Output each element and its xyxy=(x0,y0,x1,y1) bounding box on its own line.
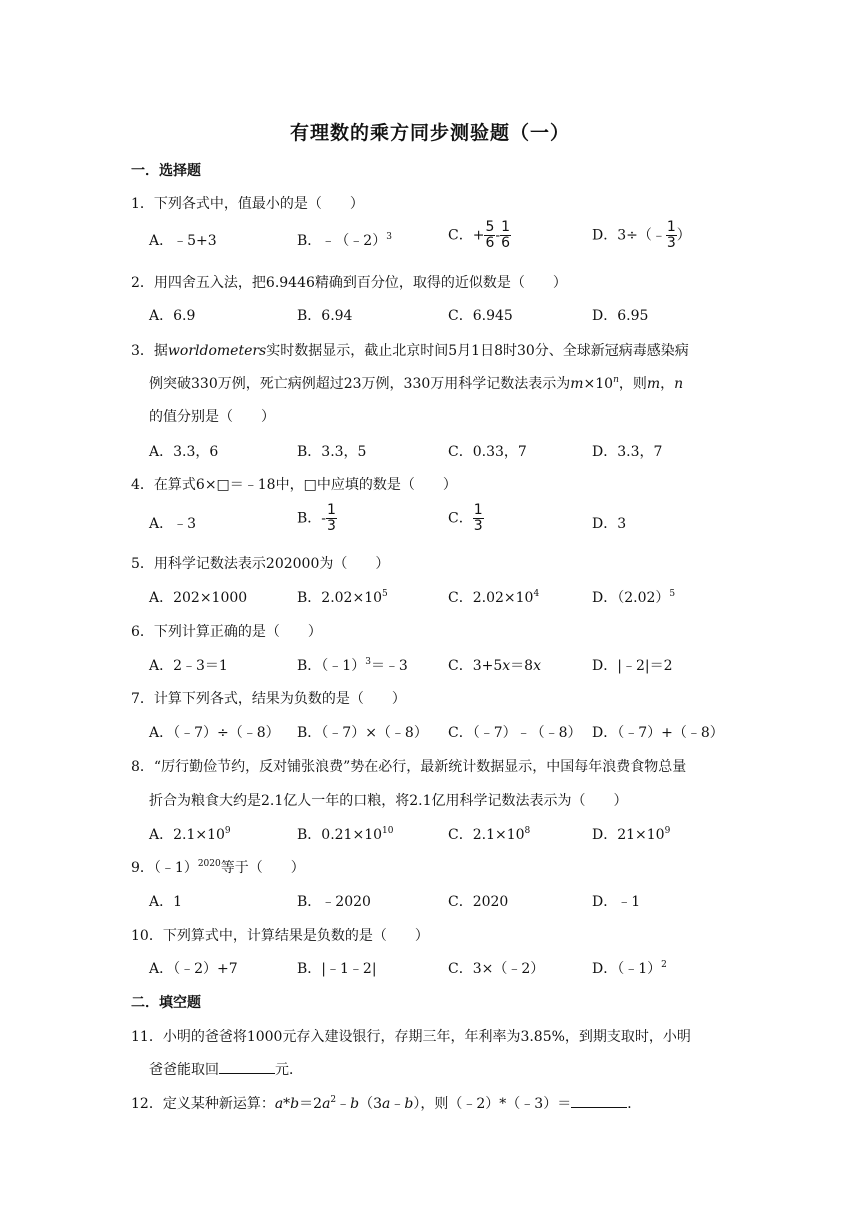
option-c: C．$2.1\times 10^8$ xyxy=(448,826,531,843)
fraction: $\frac{5}{6}$ xyxy=(485,219,495,251)
option-c: C．（﹣7）﹣（﹣8） xyxy=(448,725,582,741)
question-7-stem: 7．计算下列各式，结果为负数的是（ ） xyxy=(131,691,406,707)
option-a: A．2﹣3＝1 xyxy=(149,658,228,674)
section-heading-fill: 二．填空题 xyxy=(131,995,201,1011)
question-4-options xyxy=(149,502,769,535)
option-a: A．﹣3 xyxy=(149,516,197,532)
option-d: D．3÷（﹣ $\frac{1}{3}$ ） xyxy=(592,219,691,251)
option-c: C．3×（﹣2） xyxy=(448,961,545,977)
question-2-stem: 2．用四舍五入法，把6.9446精确到百分位，取得的近似数是（ ） xyxy=(131,275,567,291)
option-b: B．$0.21\times 10^{10}$ xyxy=(297,826,394,843)
option-d: D．﹣1 xyxy=(592,894,641,910)
option-b: B．|﹣1﹣2| xyxy=(297,961,377,977)
option-d: D．6.95 xyxy=(592,308,649,324)
option-b: B．﹣（﹣2）$^3$ xyxy=(297,232,392,249)
option-b: B．﹣2020 xyxy=(297,894,371,910)
question-5-stem: 5．用科学记数法表示202000为（ ） xyxy=(131,556,390,572)
question-6-stem: 6．下列计算正确的是（ ） xyxy=(131,624,322,640)
question-3-options xyxy=(149,441,769,463)
section-heading-choice: 一．选择题 xyxy=(131,163,201,179)
option-d: D．$21\times 10^9$ xyxy=(592,826,671,843)
option-d: D．3.3，7 xyxy=(592,444,663,460)
fraction: $\frac{1}{3}$ xyxy=(327,502,336,534)
question-4-stem: 4．在算式6×□＝﹣18中，□中应填的数是（ ） xyxy=(131,477,457,493)
question-6-options xyxy=(149,655,769,677)
question-8-line-2: 折合为粮食大约是2.1亿人一年的口粮，将2.1亿用科学记数法表示为（ ） xyxy=(149,793,628,809)
fraction: $\frac{1}{3}$ xyxy=(666,219,676,251)
option-b: B．3.3，5 xyxy=(297,444,367,460)
option-b: B．6.94 xyxy=(297,308,353,324)
option-a: A．（﹣7）÷（﹣8） xyxy=(149,725,280,741)
question-5-options xyxy=(149,587,769,609)
question-8-options xyxy=(149,824,769,846)
option-c: C． $\frac{1}{3}$ xyxy=(448,502,483,534)
option-b: B．（﹣1）$^3$＝﹣3 xyxy=(297,657,408,674)
option-a: A．$2.1\times 10^9$ xyxy=(149,826,231,843)
option-a: A．6.9 xyxy=(149,308,196,324)
option-a: A．3.3，6 xyxy=(149,444,219,460)
question-3-line-3: 的值分别是（ ） xyxy=(149,409,275,425)
question-9-options xyxy=(149,891,769,913)
question-8-line-1: 8．“厉行勤俭节约，反对铺张浪费”势在必行，最新统计数据显示，中国每年浪费食物总量 xyxy=(131,759,687,775)
fraction: $\frac{1}{6}$ xyxy=(501,219,511,251)
question-2-options xyxy=(149,305,769,327)
option-b: B．- $\frac{1}{3}$ xyxy=(297,502,336,534)
option-a: A．﹣5+3 xyxy=(149,233,217,249)
option-a: A．（﹣2）+7 xyxy=(149,961,238,977)
option-c: C．3+5x＝8x xyxy=(448,658,541,674)
question-3-line-2: 例突破330万例，死亡病例超过23万例，330万用科学记数法表示为$m\times 10^n$，则m，n xyxy=(149,375,684,392)
question-7-options xyxy=(149,722,769,744)
option-c: C．+ $\frac{5}{6}$ - $\frac{1}{6}$ xyxy=(448,219,511,251)
option-d: D．3 xyxy=(592,516,627,532)
fraction: $\frac{1}{3}$ xyxy=(473,502,483,534)
question-11-line-2: 爸爸能取回 元． xyxy=(149,1062,303,1078)
option-c: C．6.945 xyxy=(448,308,513,324)
option-c: C．$2.02\times 10^4$ xyxy=(448,589,540,606)
option-b: B．（﹣7）×（﹣8） xyxy=(297,725,428,741)
answer-blank[interactable] xyxy=(571,1095,627,1108)
question-3-line-1: 3．据worldometers实时数据显示，截止北京时间5月1日8时30分、全球新冠病毒感染病 xyxy=(131,343,689,359)
option-c: C．0.33，7 xyxy=(448,444,527,460)
question-9-stem: 9．（﹣1）$^{2020}$等于（ ） xyxy=(131,859,305,876)
question-10-stem: 10．下列算式中，计算结果是负数的是（ ） xyxy=(131,928,429,944)
option-d: D．（﹣1）$^2$ xyxy=(592,960,667,977)
question-12-stem: 12．定义某种新运算：$a*b=2a^2﹣b(3a﹣b)$，则（﹣2）*（﹣3）＝ ． xyxy=(131,1095,642,1112)
question-1-stem: 1．下列各式中，值最小的是（ ） xyxy=(131,196,364,212)
option-d: D．|﹣2|＝2 xyxy=(592,658,673,674)
option-d: D．（﹣7）+（﹣8） xyxy=(592,725,724,741)
answer-blank[interactable] xyxy=(219,1061,275,1074)
option-a: A．202×1000 xyxy=(149,590,248,606)
question-10-options xyxy=(149,958,769,980)
page-title: 有理数的乘方同步测验题（一） xyxy=(289,122,570,144)
question-11-line-1: 11．小明的爸爸将1000元存入建设银行，存期三年，年利率为3.85%，到期支取时，小明 xyxy=(131,1029,691,1045)
option-a: A．1 xyxy=(149,894,183,910)
option-d: D．$(2.02)^5$ xyxy=(592,589,676,606)
question-1-options xyxy=(149,219,769,252)
option-b: B．$2.02\times 10^5$ xyxy=(297,589,388,606)
option-c: C．2020 xyxy=(448,894,509,910)
